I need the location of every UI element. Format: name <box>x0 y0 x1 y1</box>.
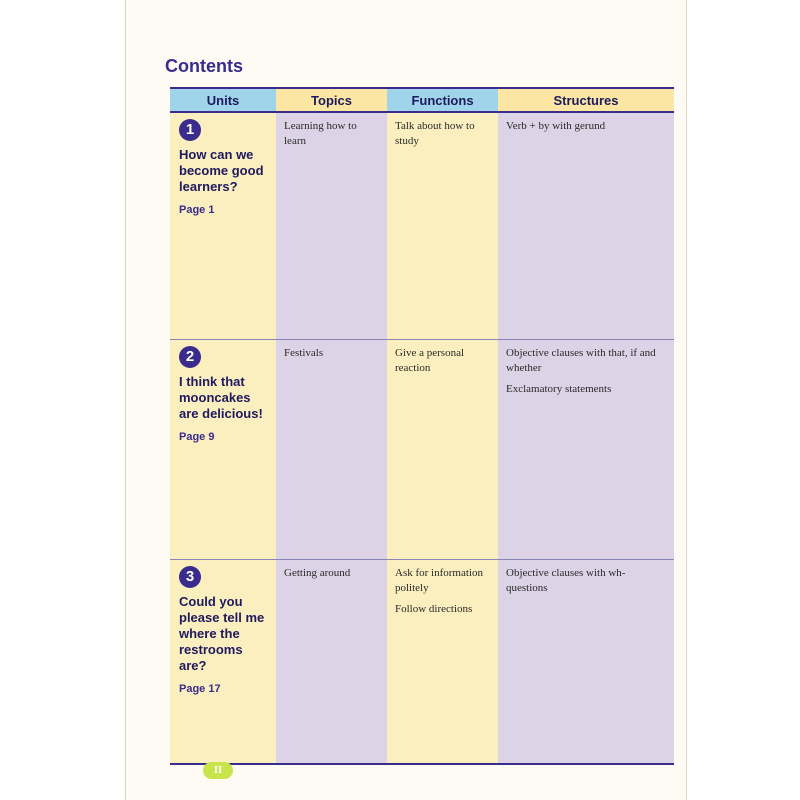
page-number-badge: II <box>203 762 233 779</box>
functions-cell <box>387 560 498 765</box>
structure-text: Exclamatory statements <box>506 383 612 395</box>
page-title: Contents <box>165 56 243 76</box>
unit-cell <box>170 112 276 340</box>
topic-text: Festivals <box>284 347 324 359</box>
structures-cell <box>498 340 674 560</box>
unit-title: How can we become good learners? <box>179 147 264 194</box>
column-header-structures: Structures <box>498 88 674 112</box>
topic-text: Getting around <box>284 567 351 579</box>
unit-number-badge: 3 <box>179 566 201 588</box>
unit-number-badge: 2 <box>179 346 201 368</box>
unit-cell <box>170 560 276 765</box>
topic-text: Learning how to learn <box>284 120 357 147</box>
header-row <box>170 88 674 112</box>
function-text: Talk about how to study <box>395 120 475 147</box>
contents-table <box>170 87 674 765</box>
table-row <box>170 112 674 340</box>
structures-cell <box>498 112 674 340</box>
table-row <box>170 340 674 560</box>
structures-cell <box>498 560 674 765</box>
function-text: Ask for information politely <box>395 567 483 594</box>
column-header-functions: Functions <box>387 88 498 112</box>
column-header-units: Units <box>170 88 276 112</box>
unit-number-badge: 1 <box>179 119 201 141</box>
function-text: Follow directions <box>395 603 473 615</box>
unit-page-link[interactable]: Page 17 <box>179 683 221 695</box>
table-row <box>170 560 674 765</box>
unit-page-link[interactable]: Page 9 <box>179 431 215 443</box>
function-text: Give a personal reaction <box>395 347 465 374</box>
topics-cell <box>276 560 387 765</box>
unit-title: I think that mooncakes are delicious! <box>179 374 263 421</box>
functions-cell <box>387 112 498 340</box>
structure-text: Objective clauses with that, if and whether <box>506 347 656 374</box>
structure-text: Objective clauses with wh- questions <box>506 567 626 594</box>
unit-page-link[interactable]: Page 1 <box>179 204 215 216</box>
structure-text: Verb + by with gerund <box>506 120 606 132</box>
unit-title: Could you please tell me where the restrooms are? <box>179 594 265 673</box>
topics-cell <box>276 112 387 340</box>
unit-cell <box>170 340 276 560</box>
column-header-topics: Topics <box>276 88 387 112</box>
topics-cell <box>276 340 387 560</box>
functions-cell <box>387 340 498 560</box>
